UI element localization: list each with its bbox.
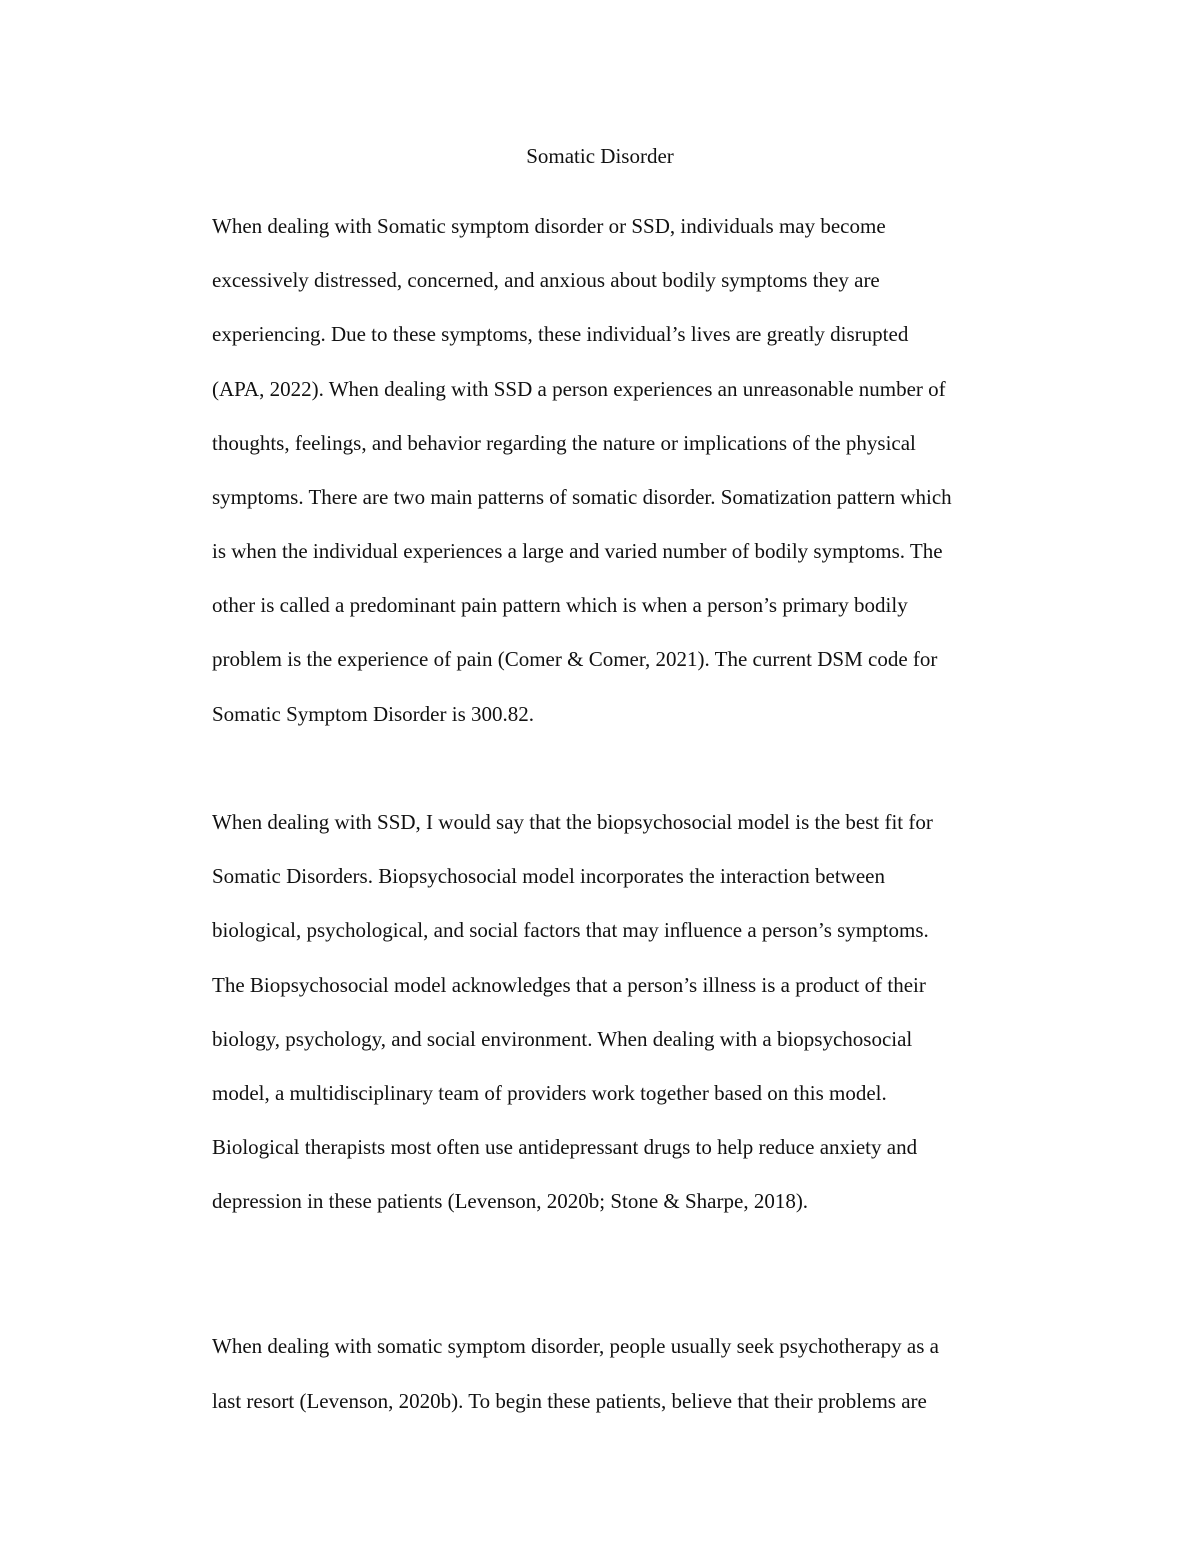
text-line: other is called a predominant pain pattern which is when a person’s primary bodily	[212, 593, 908, 617]
text-line: symptoms. There are two main patterns of somatic disorder. Somatization pattern which	[212, 485, 952, 509]
text-line: last resort (Levenson, 2020b). To begin these patients, believe that their problems are	[212, 1389, 927, 1413]
text-line: problem is the experience of pain (Comer & Comer, 2021). The current DSM code for	[212, 647, 938, 671]
text-line: Somatic Disorders. Biopsychosocial model incorporates the interaction between	[212, 864, 885, 888]
text-line: thoughts, feelings, and behavior regarding the nature or implications of the physical	[212, 431, 916, 455]
text-line: biology, psychology, and social environment. When dealing with a biopsychosocial	[212, 1027, 913, 1051]
text-line: When dealing with Somatic symptom disorder or SSD, individuals may become	[212, 214, 886, 238]
text-line: model, a multidisciplinary team of providers work together based on this model.	[212, 1081, 887, 1105]
text-line: The Biopsychosocial model acknowledges that a person’s illness is a product of their	[212, 973, 926, 997]
text-line: experiencing. Due to these symptoms, these individual’s lives are greatly disrupted	[212, 322, 909, 346]
text-line: Biological therapists most often use antidepressant drugs to help reduce anxiety and	[212, 1135, 918, 1159]
text-line: (APA, 2022). When dealing with SSD a person experiences an unreasonable number of	[212, 377, 946, 401]
text-line: excessively distressed, concerned, and anxious about bodily symptoms they are	[212, 268, 880, 292]
document-title: Somatic Disorder	[526, 144, 674, 168]
text-line: Somatic Symptom Disorder is 300.82.	[212, 702, 534, 726]
text-line: depression in these patients (Levenson, 2020b; Stone & Sharpe, 2018).	[212, 1189, 809, 1213]
text-line: When dealing with somatic symptom disorder, people usually seek psychotherapy as a	[212, 1334, 939, 1358]
text-line: When dealing with SSD, I would say that the biopsychosocial model is the best fit for	[212, 810, 933, 834]
text-line: biological, psychological, and social factors that may influence a person’s symptoms.	[212, 918, 929, 942]
text-line: is when the individual experiences a large and varied number of bodily symptoms. The	[212, 539, 943, 563]
